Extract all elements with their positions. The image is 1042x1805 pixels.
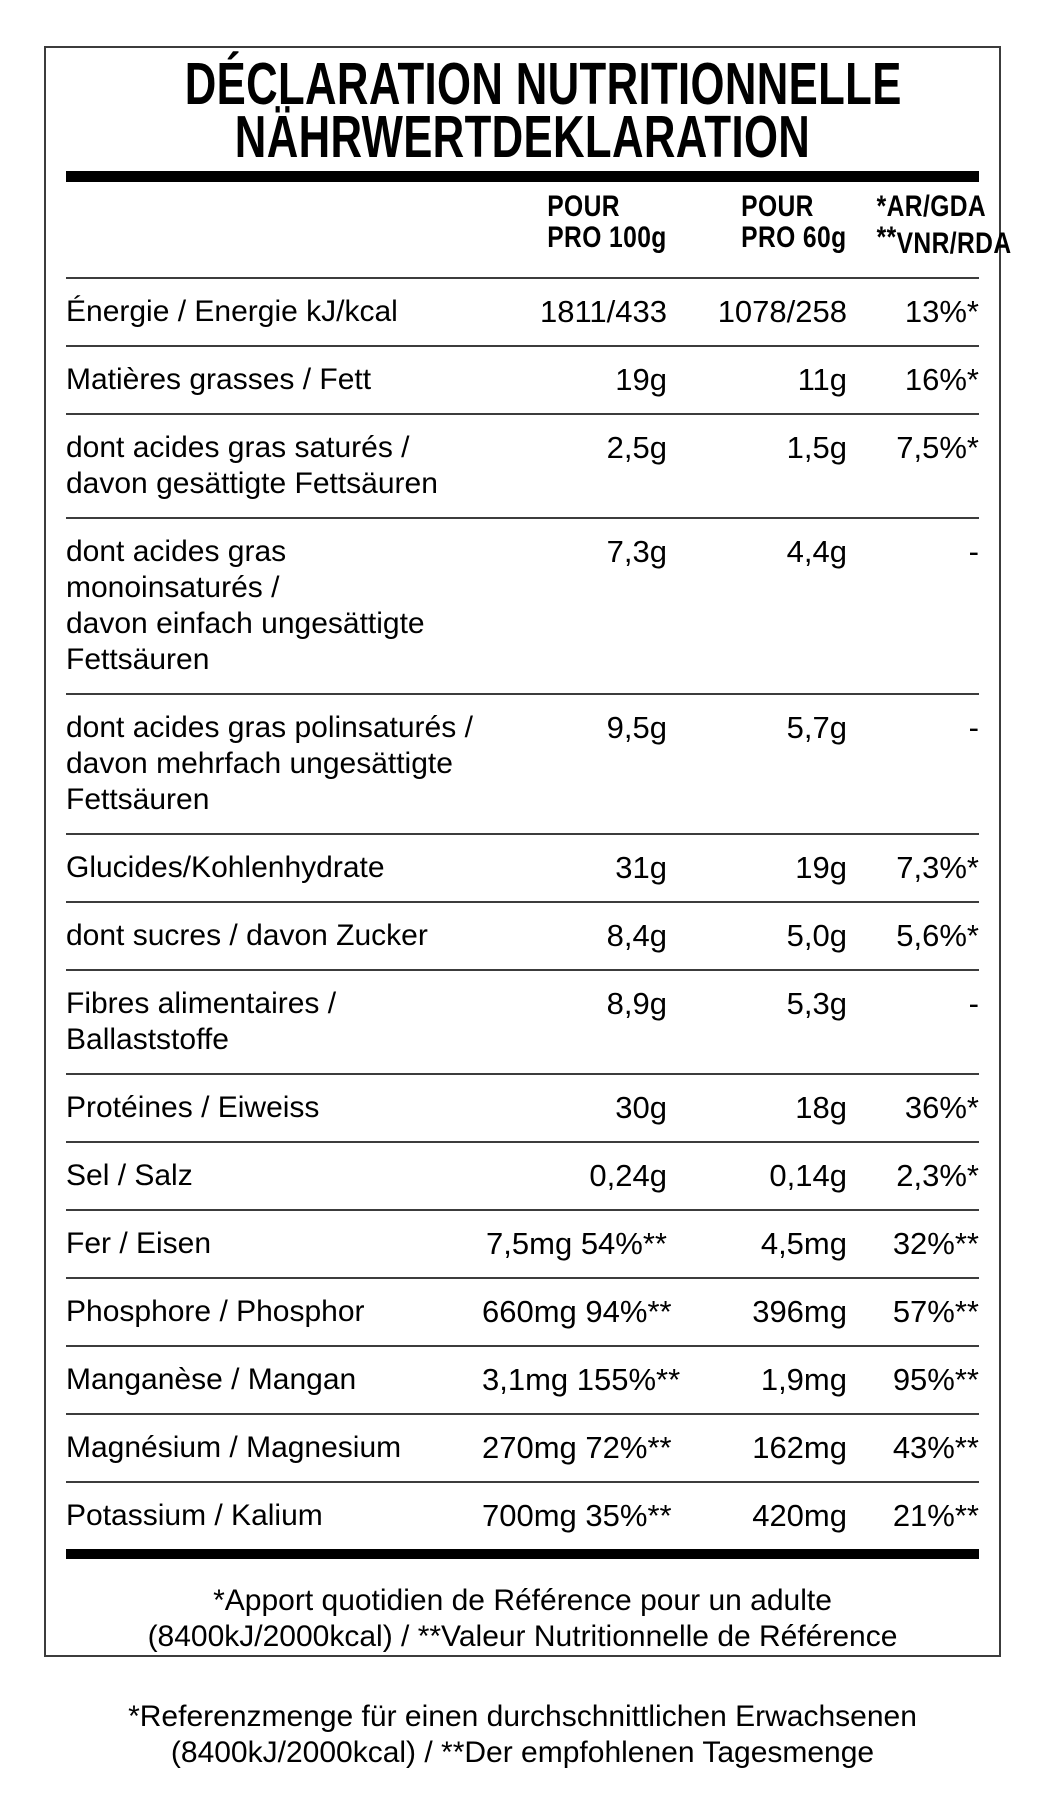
value-per-60g: 5,0g <box>786 918 847 953</box>
footnote-de-line2: (8400kJ/2000kcal) / **Der empfohlenen Tagesmenge <box>170 1736 875 1769</box>
value-per-100g: 8,9g <box>606 986 667 1021</box>
nutrition-table <box>66 279 979 1549</box>
value-per-60g: 11g <box>797 362 847 397</box>
value-daily-pct: 57%** <box>892 1294 979 1329</box>
value-per-60g: 5,3g <box>786 986 847 1021</box>
value-daily-pct: 7,3%* <box>896 850 979 885</box>
value-daily-pct: 13%* <box>904 294 979 329</box>
table-row-iron <box>66 1211 979 1279</box>
table-row-monounsaturated-fat <box>66 519 979 695</box>
value-per-100g: 660mg 94%** <box>482 1294 672 1329</box>
value-per-60g: 420mg <box>752 1498 847 1533</box>
nutrient-label: Potassium / Kalium <box>66 1499 323 1532</box>
header-per100-line2: PRO 100g <box>547 221 667 254</box>
table-row-sugars <box>66 903 979 971</box>
title-line-de: NÄHRWERTDEKLARATION <box>234 104 811 170</box>
value-per-60g: 19g <box>795 850 847 885</box>
value-per-100g: 700mg 35%** <box>482 1498 672 1533</box>
value-per-100g: 0,24g <box>589 1158 667 1193</box>
title-line-fr: DÉCLARATION NUTRITIONNELLE <box>184 51 902 117</box>
table-row-carbohydrates <box>66 835 979 903</box>
table-row-fat <box>66 347 979 415</box>
page-title <box>66 48 979 170</box>
header-ref-line1: *AR/GDA <box>876 190 987 223</box>
table-row-protein <box>66 1075 979 1143</box>
header-ref-asterisks: ** <box>876 221 897 254</box>
table-row-magnesium <box>66 1415 979 1483</box>
nutrient-label: dont sucres / davon Zucker <box>66 919 428 952</box>
value-daily-pct: 36%* <box>904 1090 979 1125</box>
footnote-de-line1: *Referenzmenge für einen durchschnittlichen Erwachsenen <box>128 1700 917 1733</box>
nutrient-label: Glucides/Kohlenhydrate <box>66 851 385 884</box>
header-per60-line2: PRO 60g <box>741 221 847 254</box>
value-daily-pct: 43%** <box>892 1430 979 1465</box>
nutrition-label <box>44 46 1012 1769</box>
value-per-100g: 31g <box>615 850 667 885</box>
header-ref-line2 <box>876 221 1012 260</box>
value-per-60g: 5,7g <box>786 710 847 745</box>
column-header-row <box>66 182 1012 279</box>
table-row-polyunsaturated-fat <box>66 695 979 835</box>
value-per-100g: 7,3g <box>606 534 667 569</box>
nutrient-label: dont acides gras monoinsaturés / davon einfach ungesättigte Fettsäuren <box>66 535 425 676</box>
value-daily-pct: 21%** <box>892 1498 979 1533</box>
value-per-100g: 7,5mg 54%** <box>486 1226 667 1261</box>
value-per-100g: 30g <box>615 1090 667 1125</box>
footer-divider-bar <box>66 1549 979 1559</box>
value-per-60g: 396mg <box>752 1294 847 1329</box>
value-daily-pct: 7,5%* <box>896 430 979 465</box>
value-per-60g: 1078/258 <box>717 294 847 329</box>
title-divider-bar <box>66 171 979 182</box>
value-daily-pct: 16%* <box>904 362 979 397</box>
column-header-empty <box>66 191 482 253</box>
value-daily-pct: - <box>968 710 979 745</box>
nutrient-label: dont acides gras saturés / davon gesättigte Fettsäuren <box>66 431 438 500</box>
value-daily-pct: 95%** <box>892 1362 979 1397</box>
table-row-potassium <box>66 1483 979 1549</box>
value-daily-pct: - <box>968 986 979 1021</box>
nutrient-label: Phosphore / Phosphor <box>66 1295 365 1328</box>
table-row-phosphorus <box>66 1279 979 1347</box>
footnote-french <box>66 1583 979 1655</box>
header-per60-line1: POUR <box>741 190 815 223</box>
value-daily-pct: - <box>968 534 979 569</box>
table-row-fibre <box>66 971 979 1075</box>
value-per-100g: 9,5g <box>606 710 667 745</box>
column-header-per-60g <box>667 191 847 253</box>
table-row-manganese <box>66 1347 979 1415</box>
header-per100-line1: POUR <box>547 190 621 223</box>
value-per-60g: 1,5g <box>786 430 847 465</box>
table-row-energy <box>66 279 979 347</box>
value-per-60g: 162mg <box>752 1430 847 1465</box>
nutrient-label: Énergie / Energie kJ/kcal <box>66 295 398 328</box>
footnote-german <box>66 1699 979 1771</box>
footnote-fr-line2: (8400kJ/2000kcal) / **Valeur Nutritionnelle de Référence <box>147 1620 898 1653</box>
footnotes-section <box>66 1549 979 1805</box>
value-daily-pct: 32%** <box>892 1226 979 1261</box>
value-per-100g: 2,5g <box>606 430 667 465</box>
value-per-60g: 1,9mg <box>760 1362 847 1397</box>
nutrient-label: Matières grasses / Fett <box>66 363 372 396</box>
value-per-60g: 18g <box>795 1090 847 1125</box>
header-ref-vnr: VNR/RDA <box>896 227 1012 260</box>
value-per-60g: 4,5mg <box>760 1226 847 1261</box>
column-header-per-100g <box>482 191 667 253</box>
value-per-100g: 270mg 72%** <box>482 1430 672 1465</box>
nutrient-label: Sel / Salz <box>66 1159 193 1192</box>
nutrient-label: dont acides gras polinsaturés / davon mehrfach ungesättigte Fettsäuren <box>66 711 473 816</box>
column-header-reference <box>847 190 1012 260</box>
value-per-100g: 8,4g <box>606 918 667 953</box>
value-daily-pct: 5,6%* <box>896 918 979 953</box>
table-row-saturated-fat <box>66 415 979 519</box>
nutrient-label: Fer / Eisen <box>66 1227 212 1260</box>
value-per-60g: 0,14g <box>769 1158 847 1193</box>
value-per-100g: 1811/433 <box>540 294 667 329</box>
value-daily-pct: 2,3%* <box>896 1158 979 1193</box>
table-row-salt <box>66 1143 979 1211</box>
value-per-60g: 4,4g <box>786 534 847 569</box>
footnote-fr-line1: *Apport quotidien de Référence pour un adulte <box>213 1584 832 1617</box>
value-per-100g: 3,1mg 155%** <box>482 1362 681 1397</box>
nutrient-label: Magnésium / Magnesium <box>66 1431 402 1464</box>
nutrient-label: Fibres alimentaires / Ballaststoffe <box>66 987 337 1056</box>
nutrient-label: Manganèse / Mangan <box>66 1363 357 1396</box>
nutrient-label: Protéines / Eiweiss <box>66 1091 320 1124</box>
value-per-100g: 19g <box>615 362 667 397</box>
